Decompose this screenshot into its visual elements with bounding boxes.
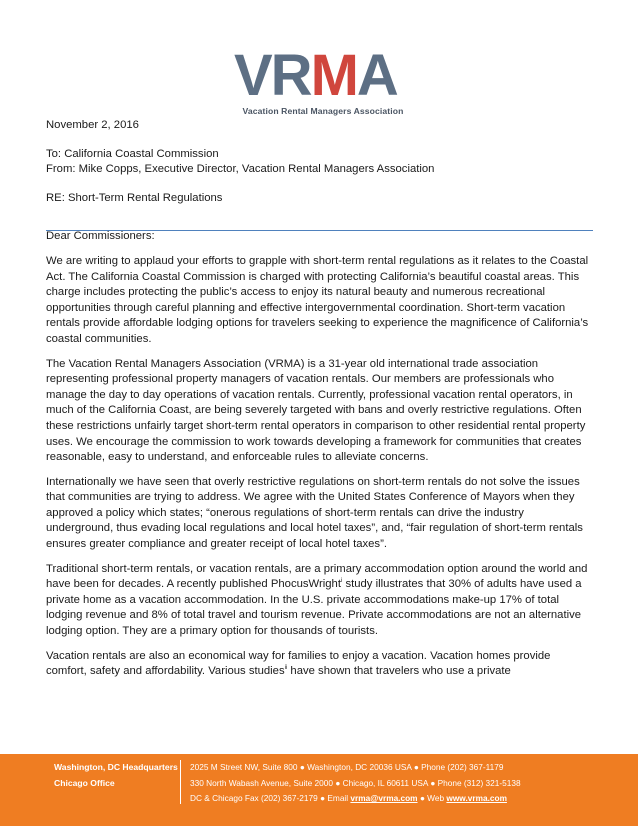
footer-chicago-label: Chicago Office <box>54 777 115 788</box>
endnote-ref-ii[interactable]: ii <box>284 665 288 672</box>
letter-from: From: Mike Copps, Executive Director, Vacation Rental Managers Association <box>46 163 435 176</box>
paragraph-4: Traditional short-term rentals, or vacation rentals, are a primary accommodation option around the world and have been for decades. A recently published PhocusWright$^i$ study illustrates that 30% of adults have used a private home as a vacation accommodation. In the U.S. private accommodations make-up 17% of total lodging revenue and 8% of total travel and tourism revenue. Private accommodations are not an alternative lodging option. They are a primary option for thousands of tourists. <box>46 562 588 638</box>
footer-chicago-address: 330 North Wabash Avenue, Suite 2000 ● Chicago, IL 60611 USA ● Phone (312) 321-5138 <box>190 777 521 788</box>
paragraph-5: Vacation rentals are also an economical way for families to enjoy a vacation. Vacation homes provide comfort, safety and affordability. Various studies$^{ii}$ have shown that travelers who use a private <box>46 649 551 678</box>
footer-divider <box>180 760 181 804</box>
footer-offices <box>54 760 178 791</box>
paragraph-2: The Vacation Rental Managers Association (VRMA) is a 31-year old international trade association representing professional property managers of vacation rentals. Our members are professionals who manage the day to day operations of vacation rentals. Currently, professional vacation rental operators, in much of the California Coast, are being severely targeted with bans and overly restrictive regulations. Often these restrictions unfairly target short-term rental operators in comparison to other residential rental property uses. We encourage the commission to work towards developing a framework for communities that creates reasonable, easy to understand, and enforceable rules to alleviate concerns. <box>46 357 586 464</box>
endnote-ref-i[interactable]: i <box>340 578 343 585</box>
logo-tagline: Vacation Rental Managers Association <box>242 106 404 116</box>
footer-dc-address: 2025 M Street NW, Suite 800 ● Washington, DC 20036 USA ● Phone (202) 367-1179 <box>190 762 504 772</box>
letter-to: To: California Coastal Commission <box>46 147 219 160</box>
logo-wordmark: VRMA <box>234 43 397 108</box>
letter-body <box>46 118 606 680</box>
footer-contact <box>190 760 521 807</box>
footer-fax-email-web: DC & Chicago Fax (202) 367-2179 ● Email vrma@vrma.com ● Web www.vrma.com <box>190 793 507 803</box>
footer-bar <box>0 754 638 826</box>
vrma-logo <box>228 44 418 124</box>
web-link[interactable]: www.vrma.com <box>446 793 507 803</box>
letter-re: RE: Short-Term Rental Regulations <box>46 191 223 204</box>
salutation: Dear Commissioners: <box>46 230 155 243</box>
footer-hq-label: Washington, DC Headquarters <box>54 762 178 772</box>
header-divider <box>46 230 593 231</box>
letter-date: November 2, 2016 <box>46 119 139 131</box>
email-link[interactable]: vrma@vrma.com <box>350 793 418 803</box>
paragraph-1: We are writing to applaud your efforts to grapple with short-term rental regulations as it relates to the Coastal Act. The California Coastal Commission is charged with protecting California’s beautiful coastal areas. This charge includes protecting the public’s access to enjoy its natural beauty and numerous recreational opportunities through careful planning and effective intergovernmental coordination. Short-term vacation rentals provide affordable lodging options for travelers seeking to experience the magnificence of California’s coastal communities. <box>46 254 589 345</box>
paragraph-3: Internationally we have seen that overly restrictive regulations on short-term rentals do not solve the issues that communities are trying to address. We agree with the United States Conference of Mayors when they approved a policy which states; “onerous regulations of short-term rentals can drive the industry underground, thus evading local regulations and local hotel taxes”, and, “fair regulation of short-term rentals ensures greater compliance and greater receipt of local hotel taxes”. <box>46 475 583 551</box>
